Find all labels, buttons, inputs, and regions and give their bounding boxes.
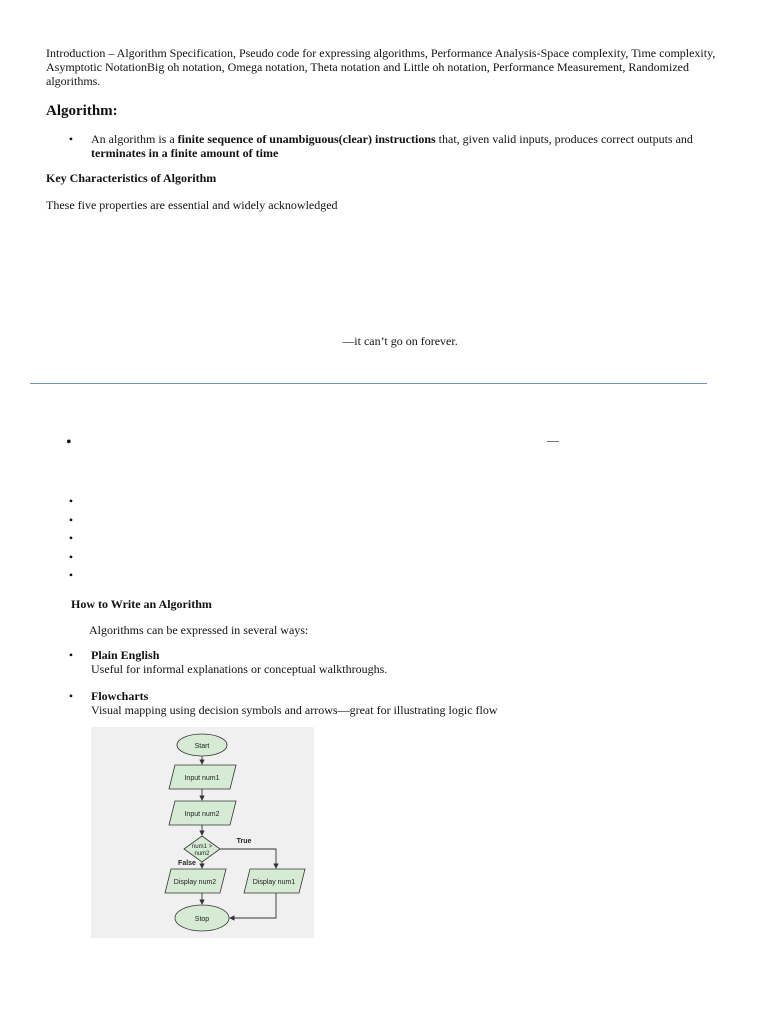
bullet: •	[68, 531, 74, 545]
dash-text: —	[547, 433, 559, 447]
input-num2-label: Input num2	[184, 811, 220, 818]
how-to-write-heading: How to Write an Algorithm	[71, 597, 212, 611]
horizontal-rule	[30, 383, 707, 384]
bullet: •	[68, 550, 74, 564]
decision-label-line2: num2	[194, 851, 210, 857]
display-num2-label: Display num2	[173, 879, 217, 886]
method-plain-english	[91, 648, 387, 676]
bullet: •	[68, 568, 74, 582]
stop-label: Stop	[194, 916, 210, 923]
method-flowcharts	[91, 689, 498, 717]
decision-label-line1: num1 >	[191, 844, 213, 850]
arrow-display1-to-stop	[230, 893, 276, 918]
start-label: Start	[194, 743, 210, 750]
bullet: •	[68, 513, 74, 527]
definition-mid: that, given valid inputs, produces correct outputs and	[435, 132, 693, 146]
bullet: •	[68, 689, 74, 703]
method-title: Flowcharts	[91, 689, 149, 703]
bullet: •	[68, 494, 74, 508]
algorithm-heading: Algorithm:	[46, 103, 118, 119]
method-desc: Visual mapping using decision symbols and arrows—great for illustrating logic flow	[91, 703, 498, 717]
definition-bold-2: terminates in a finite amount of time	[91, 146, 279, 160]
method-desc: Useful for informal explanations or conceptual walkthroughs.	[91, 662, 388, 676]
bullet: •	[68, 648, 74, 662]
definition-pre: An algorithm is a	[91, 132, 178, 146]
false-label: False	[178, 860, 196, 867]
flowchart-diagram	[91, 727, 314, 938]
definition-bold-1: finite sequence of unambiguous(clear) instructions	[177, 132, 436, 146]
five-properties-text: These five properties are essential and widely acknowledged	[46, 198, 338, 212]
true-label: True	[236, 838, 252, 845]
arrow-decision-true	[220, 849, 276, 868]
definition-text	[91, 132, 731, 160]
method-title: Plain English	[91, 648, 160, 662]
ways-text: Algorithms can be expressed in several ways:	[89, 623, 309, 637]
forever-text: —it can’t go on forever.	[342, 334, 458, 348]
key-characteristics-heading: Key Characteristics of Algorithm	[46, 171, 217, 185]
intro-paragraph: Introduction – Algorithm Specification, Pseudo code for expressing algorithms, Performance Analysis-Space complexity, Time complexity, Asymptotic NotationBig oh notation, Omega notation, Theta notation and Little oh notation, Performance Measurement, Randomized algorithms.	[46, 46, 716, 88]
flowchart-figure	[91, 727, 314, 938]
input-num1-label: Input num1	[184, 775, 220, 782]
bullet: •	[66, 434, 72, 451]
bullet: •	[68, 132, 74, 146]
display-num1-label: Display num1	[252, 879, 296, 886]
